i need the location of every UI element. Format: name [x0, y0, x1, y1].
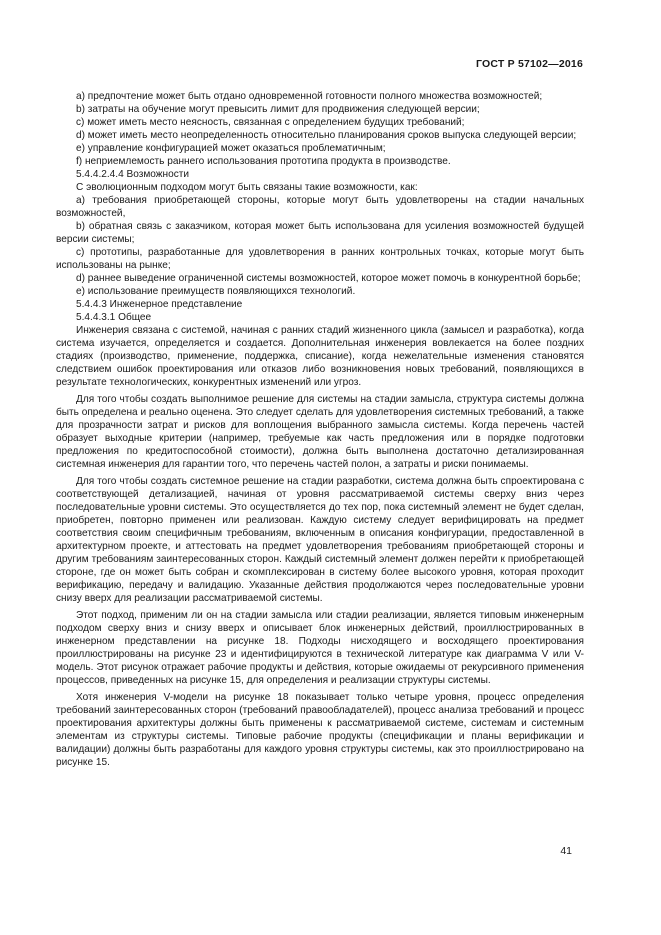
document-body	[56, 90, 584, 769]
list-item-c2: c) прототипы, разработанные для удовлетворения в ранних контрольных точках, которые могут быть использованы на рынке;	[56, 247, 584, 271]
list-item-a: a) предпочтение может быть отдано одновременной готовности полного множества возможностей;	[76, 91, 543, 102]
paragraph-v-model: Хотя инженерия V-модели на рисунке 18 показывает только четыре уровня, процесс определения требований заинтересованных сторон (требований правообладателей), процесс анализа требований и процесс проектирования архитектуры должны быть применены к рассматриваемой системе, системам и системным элементам из структуры системы. Типовые рабочие продукты (спецификации и планы верификации и валидации) должны быть разработаны для каждого уровня структуры системы, как это проиллюстрировано на рисунке 15.	[56, 692, 584, 768]
list-item-e2: e) использование преимуществ появляющихся технологий.	[76, 286, 356, 297]
section-heading-opportunities: 5.4.4.2.4.4 Возможности	[76, 169, 190, 180]
paragraph-approach: Этот подход, применим ли он на стадии замысла или стадии реализации, является типовым инженерным подходом сверху вниз и снизу вверх и описывает блок инженерных действий, проиллюстрированных в инженерном представлении на рисунке 18. Подходы нисходящего и восходящего проектирования проиллюстрированы на рисунке 23 и идентифицируются в технической литературе как диаграмма V или V-модель. Этот рисунок отражает рабочие продукты и действия, которые ожидаемы от рекурсивного применения процессов, приведенных на рисунке 15, для определения и реализации структуры системы.	[56, 610, 584, 686]
paragraph-intro: С эволюционным подходом могут быть связаны такие возможности, как:	[76, 182, 418, 193]
standard-header: ГОСТ Р 57102—2016	[475, 58, 583, 70]
list-item-c: c) может иметь место неясность, связанная с определением будущих требований;	[76, 117, 465, 128]
paragraph-engineering: Инженерия связана с системой, начиная с ранних стадий жизненного цикла (замысел и разработка), когда система изучается, определяется и создается. Дополнительная инженерия вовлекается на более поздних стадиях (производство, применение, поддержка, списание), когда нежелательные изменения становятся следствием ошибок проектирования или отказов либо возникновения новых требований, появляющихся в результате технологических, конкурентных изменений или угроз.	[56, 325, 584, 388]
paragraph-concept: Для того чтобы создать выполнимое решение для системы на стадии замысла, структура системы должна быть определена и реально оценена. Это следует сделать для удовлетворения системных требований, а также для прозрачности затрат и рисков для воплощения выбранного замысла системы. Когда перечень частей образует выходные критерии (например, требуемые как часть предложения или в порядке подготовки предложения по кредитоспособной стоимости), должна быть выполнена достаточно детализированная системная инженерия для гарантии того, что перечень частей полон, а затраты и риски понимаемы.	[56, 394, 585, 470]
list-item-b: b) затраты на обучение могут превысить лимит для продвижения следующей версии;	[76, 104, 480, 115]
section-heading-general: 5.4.4.3.1 Общее	[76, 312, 152, 323]
list-item-d: d) может иметь место неопределенность относительно планирования сроков выпуска следующей версии;	[76, 130, 577, 141]
list-item-d2: d) раннее выведение ограниченной системы возможностей, которое может помочь в конкурентной борьбе;	[76, 273, 581, 284]
section-heading-engineering: 5.4.4.3 Инженерное представление	[76, 299, 243, 310]
paragraph-development: Для того чтобы создать системное решение на стадии разработки, система должна быть спроектирована с соответствующей детализацией, начиная от уровня рассматриваемой системы сверху вниз через последовательные уровни системы. Это осуществляется до тех пор, пока системный элемент не будет сделан, приобретен, повторно применен или реализован. Каждую систему следует верифицировать на предмет соответствия своим специфичным требованиям, включенным в описания конфигурации, предоставленной в архитектурном проекте, и аттестовать на предмет удовлетворения требованиям приобретающей стороны и другим требованиям заинтересованных сторон. Каждый системный элемент должен перейти к приобретающей стороне, где он может быть собран и скомплексирован в систему более высокого уровня, которая проходит верификацию, передачу и валидацию. Указанные действия продолжаются через последовательные уровни снизу вверх для реализации рассматриваемой системы.	[56, 476, 584, 604]
page-number: 41	[560, 845, 572, 857]
list-item-b2: b) обратная связь с заказчиком, которая может быть использована для усиления возможностей будущей версии системы;	[56, 221, 584, 245]
list-item-a2: a) требования приобретающей стороны, которые могут быть удовлетворены на стадии начальных возможностей,	[56, 195, 584, 219]
list-item-e: e) управление конфигурацией может оказаться проблематичным;	[76, 143, 386, 154]
list-item-f: f) неприемлемость раннего использования прототипа продукта в производстве.	[76, 156, 451, 167]
